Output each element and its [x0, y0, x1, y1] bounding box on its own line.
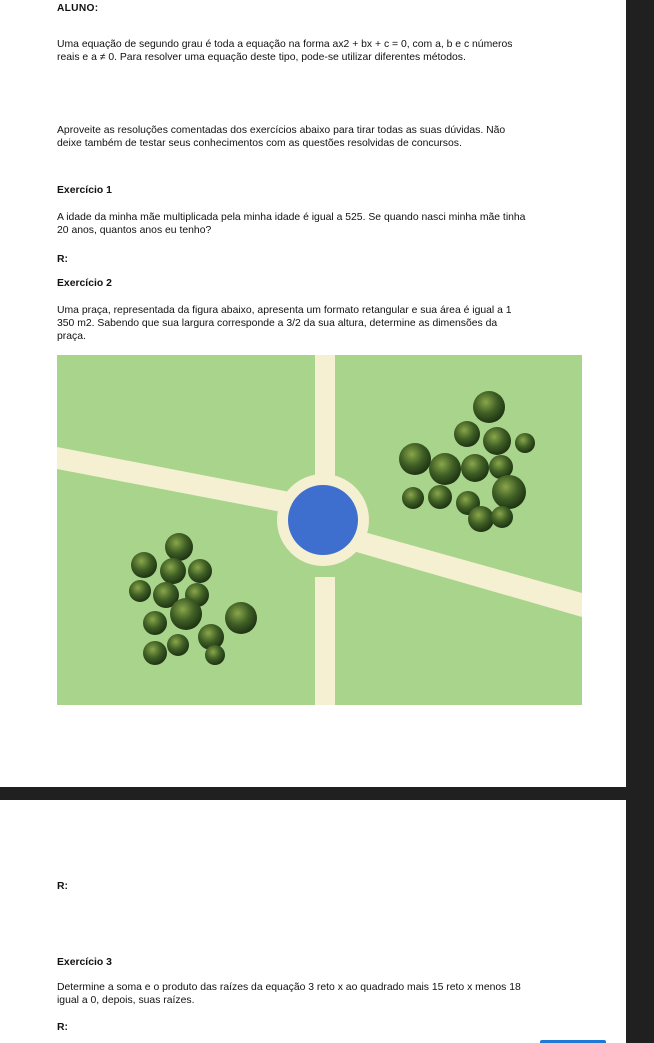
exercise-2-title: Exercício 2: [57, 278, 112, 289]
intro-paragraph-2: Aproveite as resoluções comentadas dos exercícios abaixo para tirar todas as suas dúvidas. Não deixe também de testar seus conhecimentos com as questões resolvidas de concursos.: [57, 125, 506, 150]
exercise-3-text: Determine a soma e o produto das raízes da equação 3 reto x ao quadrado mais 15 reto x menos 18 igual a 0, depois, suas raízes.: [57, 982, 521, 1007]
exercise-3-answer-label: R:: [57, 1022, 68, 1033]
intro-paragraph-1: Uma equação de segundo grau é toda a equação na forma ax2 + bx + c = 0, com a, b e c números reais e a ≠ 0. Para resolver uma equação deste tipo, pode-se utilizar diferentes métodos.: [57, 39, 513, 64]
document-page-2: [0, 800, 626, 1043]
path-north: [315, 355, 335, 485]
student-name-label: ALUNO:: [57, 3, 99, 14]
exercise-1-title: Exercício 1: [57, 185, 112, 196]
viewer-scrollbar-track[interactable]: [626, 0, 654, 1043]
path-south: [315, 577, 335, 705]
fountain: [288, 485, 358, 555]
exercise-1-text: A idade da minha mãe multiplicada pela minha idade é igual a 525. Se quando nasci minha mãe tinha 20 anos, quantos anos eu tenho?: [57, 212, 526, 237]
exercise-1-answer-label: R:: [57, 254, 68, 265]
square-plaza-figure: [57, 355, 582, 705]
exercise-2-text: Uma praça, representada da figura abaixo, apresenta um formato retangular e sua área é igual a 1 350 m2. Sabendo que sua largura corresponde a 3/2 da sua altura, determine as dimensões da praça.: [57, 305, 512, 343]
page-separator: [0, 787, 654, 800]
exercise-3-title: Exercício 3: [57, 957, 112, 968]
exercise-2-answer-label: R:: [57, 881, 68, 892]
